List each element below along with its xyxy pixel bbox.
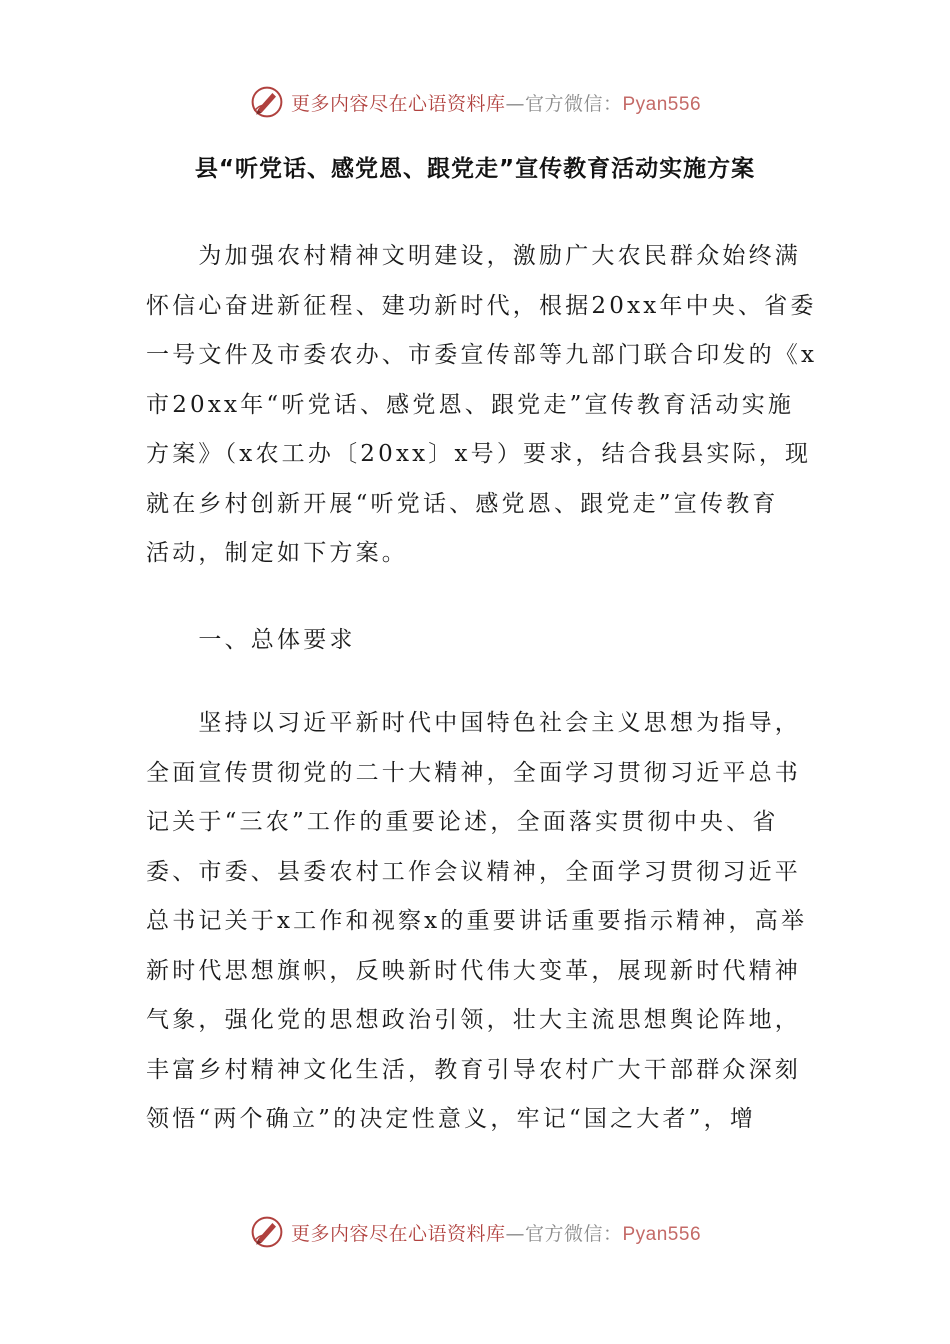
paragraph-line: 丰富乡村精神文化生活，教育引导农村广大干部群众深刻 (146, 1056, 801, 1083)
watermark-official-label: 官方微信： (524, 92, 623, 115)
watermark-wechat-id: Pyan556 (622, 1223, 702, 1245)
watermark-official-label: 官方微信： (524, 1222, 623, 1245)
footer-watermark (0, 1212, 950, 1252)
paragraph-requirements (146, 699, 806, 1145)
watermark-dash: — (505, 92, 525, 115)
paragraph-line: 为加强农村精神文明建设，激励广大农民群众始终满 (146, 243, 801, 269)
watermark-main-text: 更多内容尽在心语资料库 (290, 1222, 506, 1245)
paragraph-line: 委、市委、县委农村工作会议精神，全面学习贯彻习近平 (146, 858, 801, 885)
paragraph-line: 活动，制定如下方案。 (146, 540, 408, 566)
watermark-dash: — (505, 1222, 525, 1245)
paragraph-line: 市20xx年“听党话、感党恩、跟党走”宣传教育活动实施 (146, 391, 795, 418)
watermark-text (291, 89, 701, 116)
paragraph-line: 怀信心奋进新征程、建功新时代，根据20xx年中央、省委 (146, 292, 817, 319)
watermark-text (291, 1219, 701, 1246)
paragraph-intro (146, 232, 818, 579)
paragraph-line: 就在乡村创新开展“听党话、感党恩、跟党走”宣传教育 (146, 490, 779, 517)
paragraph-line: 领悟“两个确立”的决定性意义，牢记“国之大者”，增 (146, 1106, 757, 1132)
paragraph-line: 一号文件及市委农办、市委宣传部等九部门联合印发的《x (146, 342, 818, 368)
paragraph-line: 总书记关于x工作和视察x的重要讲话重要指示精神，高举 (146, 908, 808, 934)
section-heading (146, 616, 806, 666)
section-heading-text: 一、总体要求 (146, 627, 356, 653)
pen-logo-icon (249, 1214, 285, 1250)
header-watermark (0, 82, 950, 122)
watermark-wechat-id: Pyan556 (622, 93, 702, 115)
paragraph-line: 坚持以习近平新时代中国特色社会主义思想为指导， (146, 710, 801, 736)
paragraph-line: 方案》（x农工办〔20xx〕x号）要求，结合我县实际，现 (146, 441, 812, 467)
pen-logo-icon (249, 84, 285, 120)
document-title: 县“听党话、感党恩、跟党走”宣传教育活动实施方案 (194, 156, 756, 182)
watermark-main-text: 更多内容尽在心语资料库 (290, 92, 506, 115)
paragraph-line: 气象，强化党的思想政治引领，壮大主流思想舆论阵地， (146, 1007, 801, 1033)
paragraph-line: 全面宣传贯彻党的二十大精神，全面学习贯彻习近平总书 (146, 759, 801, 786)
paragraph-line: 新时代思想旗帜，反映新时代伟大变革，展现新时代精神 (146, 957, 801, 984)
paragraph-line: 记关于“三农”工作的重要论述，全面落实贯彻中央、省 (146, 809, 779, 835)
